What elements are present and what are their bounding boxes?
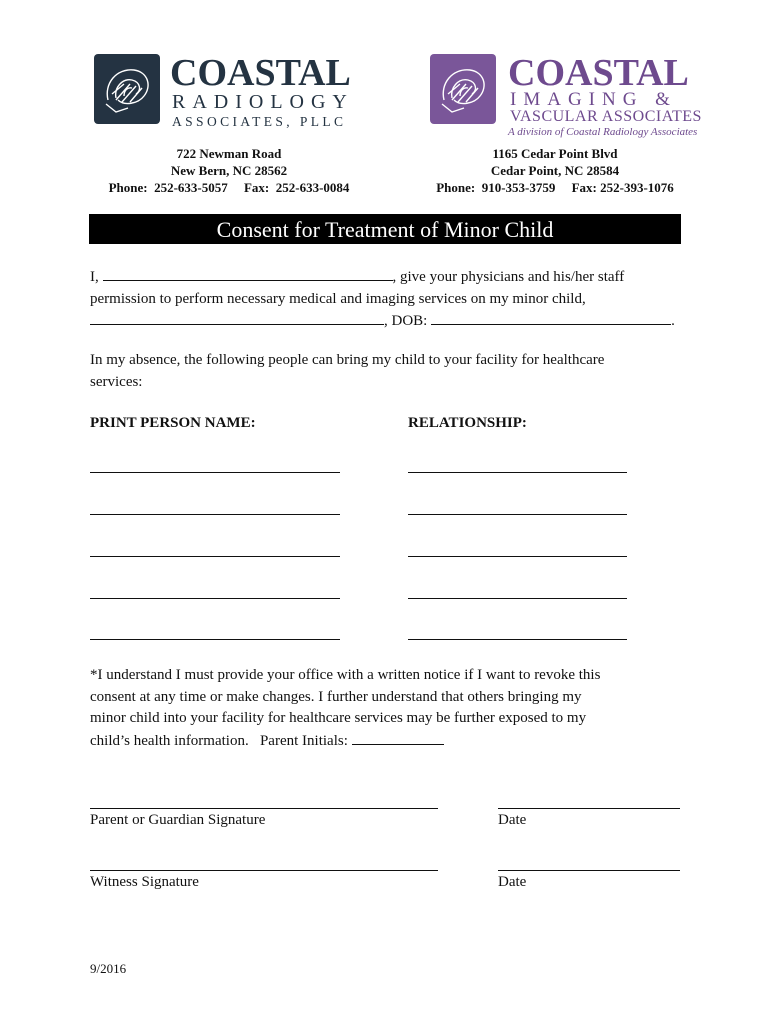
left-logo-line1: COASTAL	[170, 52, 351, 94]
witness-signature-field[interactable]	[90, 870, 438, 871]
left-address-phone-fax: Phone: 252-633-5057 Fax: 252-633-0084	[108, 180, 350, 195]
parent-initials-field[interactable]	[352, 730, 444, 745]
left-address	[84, 145, 374, 196]
left-address-city: New Bern, NC 28562	[170, 163, 288, 178]
relationship-field-5[interactable]	[408, 639, 627, 640]
child-name-field[interactable]	[90, 310, 384, 325]
dob-field[interactable]	[431, 310, 671, 325]
right-address-city: Cedar Point, NC 28584	[490, 163, 620, 178]
absence-line2: services:	[90, 373, 143, 390]
revoke-line3: minor child into your facility for healthcare services may be further exposed to my	[90, 710, 587, 726]
relationship-column-header: RELATIONSHIP:	[408, 415, 527, 431]
parent-signature-field[interactable]	[90, 808, 438, 809]
person-name-field-3[interactable]	[90, 556, 340, 557]
person-name-field-2[interactable]	[90, 514, 340, 515]
relationship-field-2[interactable]	[408, 514, 627, 515]
form-title: Consent for Treatment of Minor Child	[89, 214, 681, 244]
left-logo	[94, 54, 364, 130]
absence-line1: In my absence, the following people can bring my child to your facility for healthcare	[90, 352, 605, 368]
revision-date: 9/2016	[90, 961, 127, 976]
right-logo-line1: COASTAL	[508, 52, 689, 94]
parent-signature-label: Parent or Guardian Signature	[90, 812, 266, 828]
revoke-line1: *I understand I must provide your office with a written notice if I want to revoke this	[90, 667, 601, 683]
person-name-field-4[interactable]	[90, 598, 340, 599]
shell-icon	[94, 54, 160, 124]
revoke-line2: consent at any time or make changes. I further understand that others bringing my	[90, 688, 582, 705]
relationship-field-3[interactable]	[408, 556, 627, 557]
consent-line2: permission to perform necessary medical and imaging services on my minor child,	[90, 290, 586, 307]
name-column-header: PRINT PERSON NAME:	[90, 415, 256, 431]
shell-icon	[430, 54, 496, 124]
absence-paragraph	[90, 350, 690, 393]
parent-date-label: Date	[498, 812, 527, 828]
left-logo-line2: RADIOLOGY	[172, 91, 354, 113]
right-address	[410, 145, 700, 196]
consent-paragraph	[90, 266, 690, 333]
right-address-phone-fax: Phone: 910-353-3759 Fax: 252-393-1076	[436, 180, 674, 195]
witness-signature-label: Witness Signature	[90, 874, 199, 890]
consent-after-name: , give your physicians and his/her staff	[392, 269, 625, 285]
right-logo-tagline: A division of Coastal Radiology Associates	[508, 126, 698, 138]
left-logo-line3: ASSOCIATES, PLLC	[172, 114, 347, 129]
witness-date-field[interactable]	[498, 870, 680, 871]
revoke-line4: child’s health information. Parent Initials:	[90, 732, 348, 749]
left-address-street: 722 Newman Road	[176, 146, 282, 161]
dob-label: , DOB:	[384, 313, 428, 329]
right-logo-line2: IMAGING &	[510, 89, 677, 110]
right-address-street: 1165 Cedar Point Blvd	[492, 146, 618, 161]
right-logo	[430, 54, 720, 140]
parent-date-field[interactable]	[498, 808, 680, 809]
parent-name-field[interactable]	[103, 266, 393, 281]
revoke-paragraph	[90, 665, 700, 752]
relationship-field-1[interactable]	[408, 472, 627, 473]
person-name-field-1[interactable]	[90, 472, 340, 473]
consent-prefix: I,	[90, 269, 99, 285]
relationship-field-4[interactable]	[408, 598, 627, 599]
witness-date-label: Date	[498, 874, 527, 890]
consent-end: .	[671, 313, 675, 329]
person-name-field-5[interactable]	[90, 639, 340, 640]
right-logo-line3: VASCULAR ASSOCIATES	[510, 108, 702, 125]
